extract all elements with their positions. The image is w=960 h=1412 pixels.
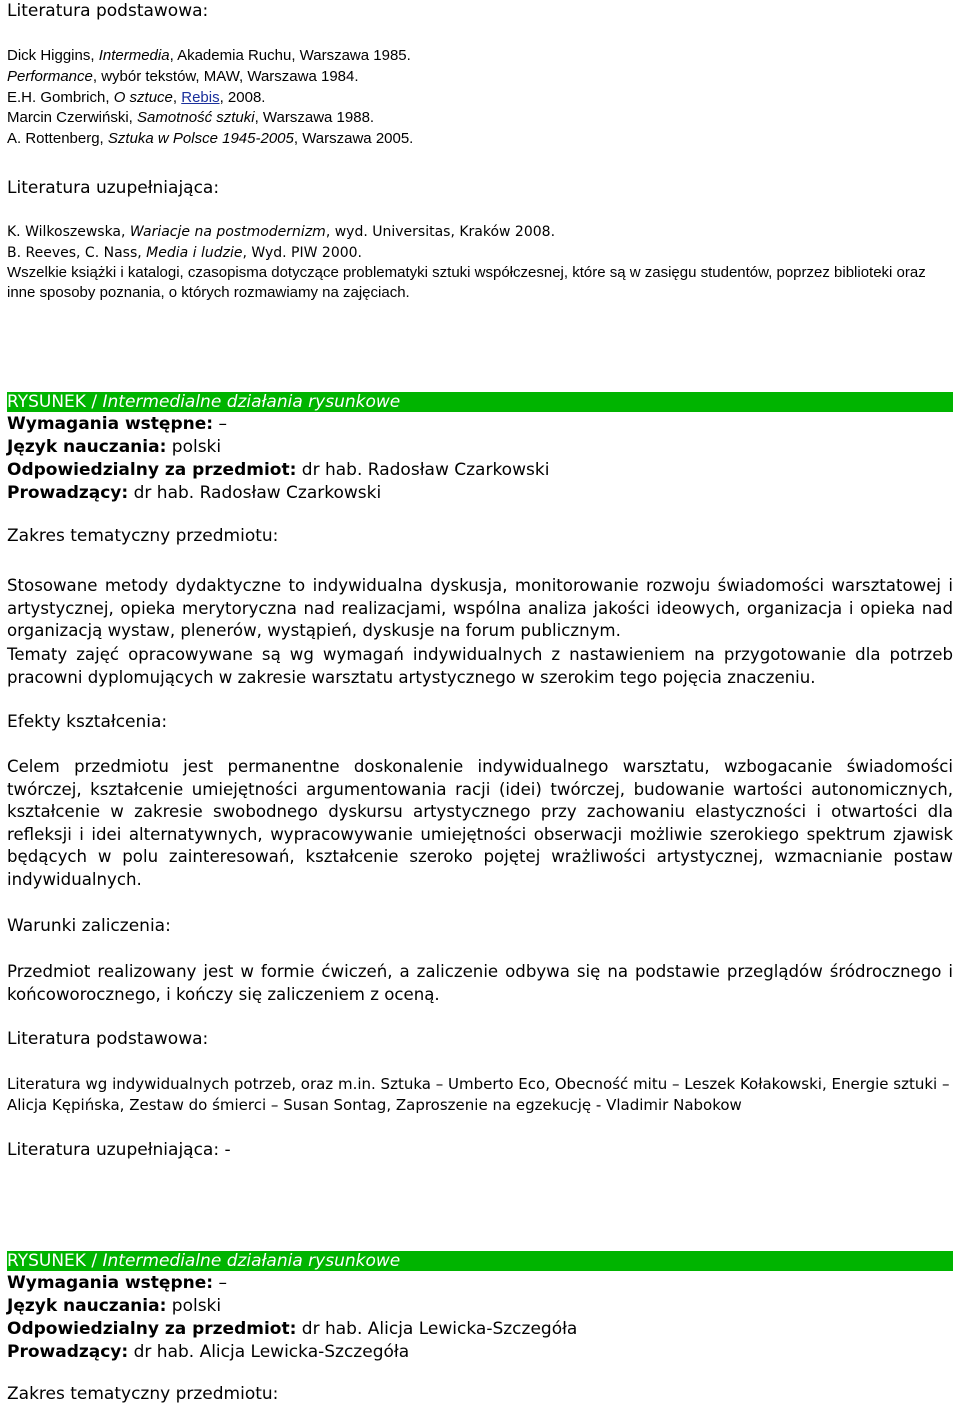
responsible-row: Odpowiedzialny za przedmiot: dr hab. Radosław Czarkowski [7,460,550,480]
lit-uzupelniajaca-heading: Literatura uzupełniająca: [7,178,220,198]
lecturer-row: Prowadzący: dr hab. Radosław Czarkowski [7,483,382,503]
effects-paragraph: Celem przedmiotu jest permanentne doskonalenie indywidualnego warsztatu, wzbogacanie świadomości twórczej, kształcenie umiejętności argumentowania racji (idei) twórczej, budowanie wartości autonomicznych, kształcenie w zakresie swobodnego dyskursu artystycznego przy zachowaniu elastyczności i otwartości dla refleksji i idei alternatywnych, wypracowywanie umiejętności obserwacji możliwie szerokiego spektrum zjawisk będących w polu zainteresowań, kształcenie szeroko pojętej wrażliwości artystycznej, wzmacnianie postaw indywidualnych. [7,757,953,889]
language-row: Język nauczania: polski [7,437,222,457]
reference-item: Performance, wybór tekstów, MAW, Warszawa 1984. [7,67,359,85]
scope-heading: Zakres tematyczny przedmiotu: [7,1384,279,1404]
lit-podstawowa-heading: Literatura podstawowa: [7,1,209,21]
scope-paragraph-2: Tematy zajęć opracowywane są wg wymagań indywidualnych z nastawieniem na przygotowanie dla potrzeb pracowni dyplomujących w zakresie warsztatu artystycznego w szerokim tego pojęcia znaczeniu. [7,645,953,687]
responsible-row: Odpowiedzialny za przedmiot: dr hab. Alicja Lewicka-Szczegóła [7,1319,578,1339]
reference-item: Dick Higgins, Intermedia, Akademia Ruchu, Warszawa 1985. [7,47,411,64]
lit-uzupelniajaca-heading: Literatura uzupełniająca: - [7,1140,231,1160]
course-meta [7,413,953,505]
course-title-bar: RYSUNEK / Intermedialne działania rysunkowe [7,392,953,412]
scope-paragraph-1: Stosowane metody dydaktyczne to indywidualna dyskusja, monitorowanie rozwoju świadomości warsztatowej i artystycznej, opieka merytoryczna nad realizacjami, wspólna analiza jakości ideowych, organizacja i opieka nad organizacją wystaw, plenerów, wystąpień, dyskusje na forum publicznym. [7,576,953,641]
credit-paragraph: Przedmiot realizowany jest w formie ćwiczeń, a zaliczenie odbywa się na podstawie przeglądów śródrocznego i końcoworocznego, i kończy się zaliczeniem z oceną. [7,962,953,1004]
reference-item: A. Rottenberg, Sztuka w Polsce 1945-2005, Warszawa 2005. [7,129,414,147]
lit-podstawowa-heading: Literatura podstawowa: [7,1029,209,1049]
reference-item: B. Reeves, C. Nass, Media i ludzie, Wyd. PIW 2000. [7,244,362,261]
rebis-link[interactable]: Rebis [181,89,220,106]
requirements-row: Wymagania wstępne: – [7,1273,227,1293]
supplementary-reference-list [7,222,953,303]
lecturer-row: Prowadzący: dr hab. Alicja Lewicka-Szczegóła [7,1342,410,1362]
course-title-bar: RYSUNEK / Intermedialne działania rysunkowe [7,1251,953,1271]
reference-item: K. Wilkoszewska, Wariacje na postmodernizm, wyd. Universitas, Kraków 2008. [7,224,556,240]
effects-heading: Efekty kształcenia: [7,712,168,732]
scope-heading: Zakres tematyczny przedmiotu: [7,526,279,546]
credit-heading: Warunki zaliczenia: [7,916,171,936]
course-meta [7,1272,953,1364]
reference-item: Marcin Czerwiński, Samotność sztuki, Warszawa 1988. [7,109,375,126]
requirements-row: Wymagania wstępne: – [7,414,227,434]
reference-list [7,46,953,149]
supplementary-note: Wszelkie książki i katalogi, czasopisma dotyczące problematyki sztuki współczesnej, które są w zasięgu studentów, poprzez biblioteki oraz inne sposoby poznania, o których rozmawiamy na zajęciach. [7,264,926,301]
reference-item: E.H. Gombrich, O sztuce, Rebis, 2008. [7,89,266,106]
lit-podstawowa-text: Literatura wg indywidualnych potrzeb, oraz m.in. Sztuka – Umberto Eco, Obecność mitu – Leszek Kołakowski, Energie sztuki – Alicja Kępińska, Zestaw do śmierci – Susan Sontag, Zaproszenie na egzekucję - Vladimir Nabokow [7,1075,950,1114]
language-row: Język nauczania: polski [7,1296,222,1316]
